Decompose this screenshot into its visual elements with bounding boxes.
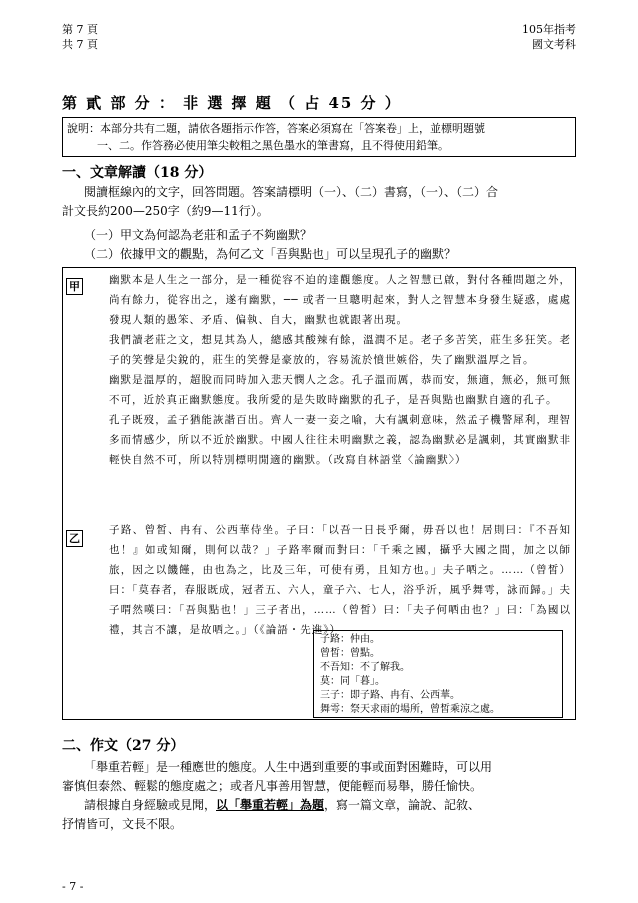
passage-b-tag: 乙 — [66, 530, 83, 547]
glossary-box — [313, 630, 563, 718]
essay-prompt-line-4: 抒情皆可，文長不限。 — [62, 817, 183, 831]
essay-prompt-line-3 — [62, 796, 576, 815]
page-number: - 7 - — [62, 880, 84, 893]
section-1-instructions — [62, 183, 576, 221]
gloss-item: 不吾知：不了解我。 — [320, 662, 410, 673]
page-label: 第 7 頁 — [62, 23, 98, 36]
gloss-item: 子路：仲由。 — [320, 634, 380, 645]
exam-title: 105年指考 — [522, 23, 576, 36]
exam-info — [522, 22, 576, 52]
page-counter — [62, 22, 98, 52]
gloss-item: 曾皙：曾點。 — [320, 648, 380, 659]
passage-a-paragraph-4: 孔子既歿，孟子猶能詼諧百出。齊人一妻一妾之喻，大有諷刺意味，然孟子機警犀利，理智多而情感少，所以不近於幽默。中國人往往未明幽默之義，認為幽默必是諷刺，其實幽默非輕快自然不可，所以特別標明閒適的幽默。（改寫自林語堂〈論幽默〉） — [109, 414, 571, 466]
question-1: （一）甲文為何認為老莊和孟子不夠幽默？ — [84, 228, 313, 242]
gloss-item: 莫：同「暮」。 — [320, 676, 385, 687]
reading-passage-box — [62, 267, 576, 720]
essay-instruction-pre: 請根據自身經驗或見聞， — [84, 798, 217, 812]
gloss-item: 三子：即子路、冉有、公西華。 — [320, 690, 460, 701]
passage-a-paragraph-1: 幽默本是人生之一部分，是一種從容不迫的達觀態度。人之智慧已啟，對付各種問題之外，尚有餘力，從容出之，遂有幽默，── 或者一旦聰明起來，對人之智慧本身發生疑惑，處處發現人類的愚笨、矛盾、偏執、自大，幽默也就跟著出現。 — [109, 274, 571, 326]
gloss-item: 舞雩：祭天求雨的場所，曾皙乘涼之處。 — [320, 704, 500, 715]
essay-instruction-post: ，寫一篇文章，論說、記敘、 — [324, 798, 481, 812]
essay-topic: 以「舉重若輕」為題 — [216, 798, 325, 812]
passage-b — [87, 520, 571, 640]
essay-prompt — [62, 758, 576, 834]
section-2-title: 二、作文（27 分） — [62, 738, 185, 754]
passage-b-text: 子路、曾皙、冉有、公西華侍坐。子曰：「以吾一日長乎爾，毋吾以也！居則曰：『不吾知也！』如或知爾，則何以哉？」子路率爾而對曰：「千乘之國，攝乎大國之間，加之以師旅，因之以饑饉，由也為之，比及三年，可使有勇，且知方也。」夫子哂之。……（曾皙）曰：「莫春者，春服既成，冠者五、六人，童子六、七人，浴乎沂，風乎舞雩，詠而歸。」夫子喟然嘆曰：「吾與點也！」三子者出，……（曾皙）曰：「夫子何哂由也？」曰：「為國以禮，其言不讓，是故哂之。」（《論語・先進》） — [109, 524, 571, 636]
part-title: 第 貳 部 分 ： 非 選 擇 題 （ 占 45 分 ） — [62, 94, 402, 112]
total-pages-label: 共 7 頁 — [62, 38, 98, 51]
instructions-text-2: 計文長約200—250字（約9—11行）。 — [62, 204, 269, 218]
instructions-line-2: 一、二。作答務必使用筆尖較粗之黑色墨水的筆書寫，且不得使用鉛筆。 — [97, 139, 449, 152]
passage-a-paragraph-2: 我們讀老莊之文，想見其為人，總感其酸辣有餘，溫潤不足。老子多苦笑，莊生多狂笑。老子的笑聲是尖銳的，莊生的笑聲是豪放的，容易流於憤世嫉俗，失了幽默溫厚之旨。 — [109, 334, 571, 366]
essay-prompt-line-1: 「舉重若輕」是一種應世的態度。人生中遇到重要的事或面對困難時，可以用 — [84, 760, 493, 774]
passage-a-tag: 甲 — [66, 278, 83, 295]
instructions-line-1: 說明：本部分共有二題，請依各題指示作答，答案必須寫在「答案卷」上，並標明題號 — [67, 122, 485, 135]
passage-a — [87, 270, 571, 470]
essay-prompt-line-2: 審慎但泰然、輕鬆的態度處之；或者凡事善用智慧，便能輕而易舉，勝任愉快。 — [62, 779, 483, 793]
passage-a-paragraph-3: 幽默是溫厚的，超脫而同時加入悲天憫人之念。孔子溫而厲，恭而安，無適，無必，無可無不可，近於真正幽默態度。我所愛的是失敗時幽默的孔子，是吾與點也幽默自適的孔子。 — [109, 374, 571, 406]
section-1-title: 一、文章解讀（18 分） — [62, 165, 213, 181]
instructions-text-1: 閱讀框線內的文字，回答問題。答案請標明（一）、（二）書寫，（一）、（二）合 — [84, 185, 499, 199]
subject-label: 國文考科 — [532, 38, 576, 51]
instructions-box — [62, 117, 576, 157]
question-2: （二）依據甲文的觀點，為何乙文「吾與點也」可以呈現孔子的幽默？ — [84, 247, 457, 261]
